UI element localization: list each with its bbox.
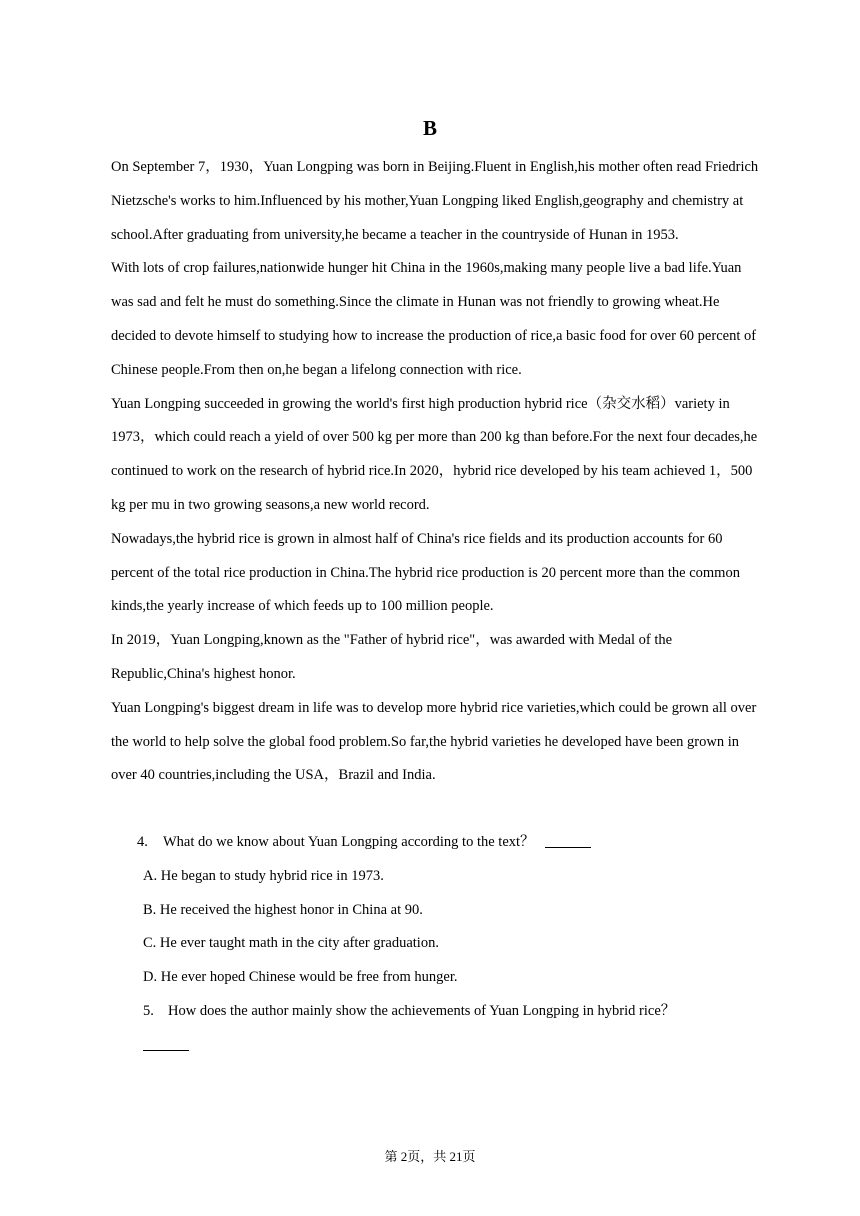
passage-paragraph: Nowadays,the hybrid rice is grown in almost half of China's rice fields and its production accounts for 60 percent of the total rice production in China.The hybrid rice production is 20 percent more than the common kinds,the yearly increase of which feeds up to 100 million people.: [111, 530, 740, 615]
question-4: [111, 826, 761, 860]
question-list: [111, 826, 761, 1063]
answer-line: [111, 1029, 761, 1063]
question-stem: What do we know about Yuan Longping according to the text？: [163, 834, 535, 850]
question-option[interactable]: B. He received the highest honor in China at 90.: [143, 901, 423, 918]
passage-paragraph: In 2019，Yuan Longping,known as the "Father of hybrid rice"，was awarded with Medal of the Republic,China's highest honor.: [111, 632, 673, 682]
question-option[interactable]: A. He began to study hybrid rice in 1973.: [143, 867, 384, 884]
question-number: 5.: [143, 1002, 154, 1019]
question-stem: How does the author mainly show the achievements of Yuan Longping in hybrid rice？: [168, 1002, 676, 1019]
answer-blank[interactable]: [545, 831, 591, 848]
section-title: B: [422, 116, 437, 140]
question-option[interactable]: D. He ever hoped Chinese would be free from hunger.: [143, 969, 458, 986]
page-footer: 第 2页，共 21页: [384, 1149, 476, 1164]
passage-paragraph: On September 7，1930，Yuan Longping was born in Beijing.Fluent in English,his mother often read Friedrich Nietzsche's works to him.Influenced by his mother,Yuan Longping liked English,geography and chemistry at school.After graduating from university,he became a teacher in the countryside of Hunan in 1953.: [111, 159, 759, 243]
reading-passage: [111, 151, 761, 793]
answer-blank[interactable]: [143, 1034, 189, 1051]
question-number: 4.: [137, 834, 148, 850]
passage-paragraph: With lots of crop failures,nationwide hunger hit China in the 1960s,making many people live a bad life.Yuan was sad and felt he must do something.Since the climate in Hunan was not friendly to growing wheat.He decided to devote himself to studying how to increase the production of rice,a basic food for over 60 percent of Chinese people.From then on,he began a lifelong connection with rice.: [111, 260, 757, 378]
passage-paragraph: Yuan Longping succeeded in growing the world's first high production hybrid rice（杂交水稻）variety in 1973，which could reach a yield of over 500 kg per more than 200 kg than before.For the next four decades,he continued to work on the research of hybrid rice.In 2020，hybrid rice developed by his team achieved 1，500 kg per mu in two growing seasons,a new world record.: [111, 395, 758, 513]
question-5: [111, 995, 761, 1029]
question-option[interactable]: C. He ever taught math in the city after graduation.: [143, 935, 439, 952]
passage-paragraph: Yuan Longping's biggest dream in life was to develop more hybrid rice varieties,which could be grown all over the world to help solve the global food problem.So far,the hybrid varieties he developed have been grown in over 40 countries,including the USA，Brazil and India.: [111, 699, 757, 784]
